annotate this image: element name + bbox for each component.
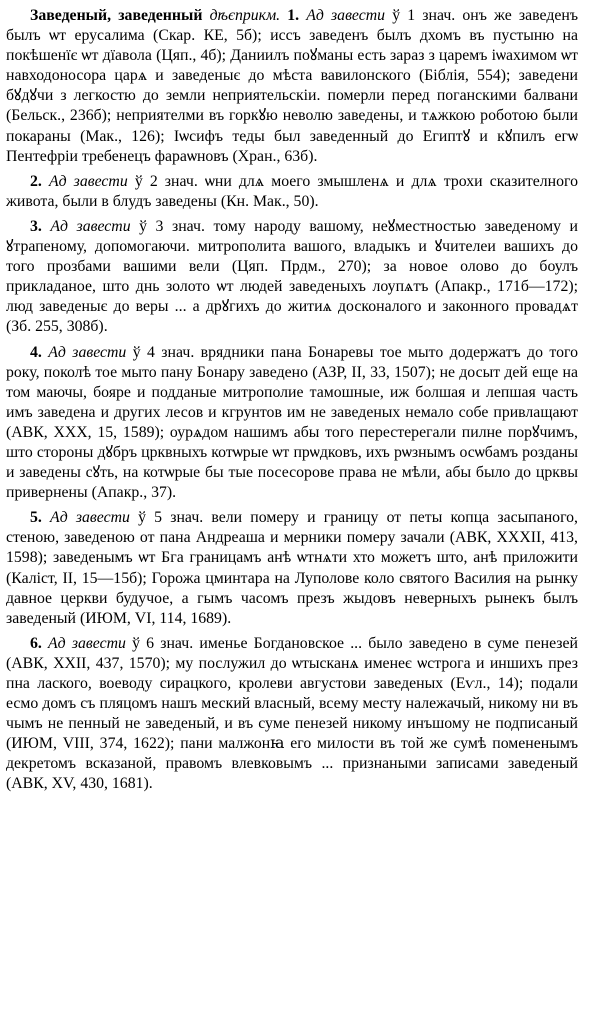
part-of-speech: дѣєприкм. — [209, 7, 281, 24]
sense-reference: ў 5 знач. — [138, 509, 204, 527]
sense-text: вели померу и границу от петы копца засыпаного, стеною, заведеною от пана Андреаша и мерники померу зачали (АВК, XXXII, 413, 1598); заведенымъ ѡт Бга границамъ анѣ ѡтнѧти хто можетъ што, анѣ приложити (Калiст, II, 15—15б); Горожа цминтара на Луполове коло святого Василия на рынку давное церкви будучое, а гымъ часомъ презъ жыдовъ неверныхъ рынекъ былъ заведеный (ИЮМ, VI, 114, 1689). — [6, 509, 578, 627]
sense-reference: ў 6 знач. — [132, 634, 194, 652]
sense-reference: ў 3 знач. — [139, 217, 205, 235]
sense-reference: ў 1 знач. — [392, 7, 456, 24]
sense-text: врядники пана Бонаревы тое мыто додержатъ до того року, поколѣ тое мыто пану Бонару заведено (АЗР, II, 33, 1507); не досыт дей еще на том маючы, бояре и подданые митрополие тамошные, иж болшая и лепшая часть имъ заведена и других лесов и кгрунтов им не заведеных немало собе привлащают (АВК, XXX, 15, 1589); оурѧдом нашимъ абы того перестерегали пилне порꙋчимъ, што стороны дꙋбръ црквныхъ котѡрые ѡт прѡдковъ, ихъ рѡзнымъ осѡбамъ розданы и заведены сꙋть, на котѡрые бы тые посесорове права не мѣли, абы было до црквы привернены (Апакр., 37). — [6, 343, 578, 502]
sense-number: 5. — [30, 509, 42, 527]
sense-number: 3. — [30, 217, 42, 235]
sense-text: тому народу вашому, неꙋместностью заведеному и ꙋтрапеному, допомогаючи. митрополита вашого, владыкъ и ꙋчителеи вашихъ до того прозбами вашими вели (Цяп. Прдм., 270); за новое олово до боулъ прикладаное, што днь золото ѡт людей заведеныхъ лоупѧтъ (Апакр., 171б—172); люд заведеныє до веры ... а дрꙋгихъ до житиѧ досконалого и законного провадѧт (Зб. 255, 308б). — [6, 217, 579, 336]
sense-4-paragraph — [6, 343, 578, 504]
sense-label: Ад завести — [50, 217, 131, 235]
sense-3-paragraph — [6, 217, 578, 338]
sense-label: Ад завести — [48, 343, 127, 361]
sense-text: ѡни длѧ моего змышленѧ и длѧ трохи сказителного живота, были в блудъ заведены (Кн. Мак., 50). — [6, 172, 579, 210]
sense-5-paragraph — [6, 508, 578, 629]
sense-2-paragraph — [6, 172, 578, 212]
sense-number: 2. — [30, 172, 42, 190]
sense-label: Ад завести — [50, 509, 130, 527]
sense-label: Ад завести — [48, 172, 128, 190]
sense-reference: ў 4 знач. — [132, 343, 195, 361]
sense-1-paragraph — [6, 6, 578, 167]
sense-number: 1. — [287, 7, 300, 24]
sense-6-paragraph — [6, 634, 578, 795]
sense-label: Ад завести — [48, 634, 126, 652]
sense-text: именье Богдановское ... было заведено в суме пенезей (АВК, XXII, 437, 1570); му послужил до ѡтысканѧ именеє ѡстрога и иншихъ през пна лаского, воеводу сирацкого, кролеви августови заведеных (Еѵл., 14); подали есмо домъ съ пляцомъ нашъ меский власный, всему месту належачый, никому ни въ чымъ не пенный не заведеный, и въ суме пенезей никому инъшому не подписаный (ИЮМ, VIII, 374, 1622); пани малжонꙗ его милости въ той же сумѣ помененымъ декретомъ всказаной, правомъ влевковымъ ... признаными записами заведеный (АВК, XV, 430, 1681). — [6, 634, 578, 793]
sense-number: 4. — [30, 343, 42, 361]
sense-reference: ў 2 знач. — [134, 172, 198, 190]
sense-number: 6. — [30, 634, 42, 652]
headword: Заведеный, заведенный — [30, 7, 203, 24]
sense-label: Ад завести — [306, 7, 386, 24]
sense-text: онъ же заведенъ былъ ѡт ерусалима (Скар. КЕ, 5б); иссъ заведенъ былъ дхомъ въ пустыню на покѣшенїє ѡт дїавола (Цяп., 4б); Даниилъ поꙋманы есть зараз з царемъ іѡахимом ѡт навходоносора царѧ и заведеныє до мѣста вавилонского (Біблія, 554); заведени бꙋдꙋчи з легкостю до земли неприятельскiи. померли перед поганскими балвани (Бельск., 236б); неприятелми въ горкꙋю неволю заведены, и тѧжкою роботою были покараны (Мак., 126); Іѡсифъ теды был заведенный до Египтꙋ и кꙋпилъ егѡ Пентефрiи требенецъ фараѡновъ (Хран., 63б). — [6, 7, 578, 165]
